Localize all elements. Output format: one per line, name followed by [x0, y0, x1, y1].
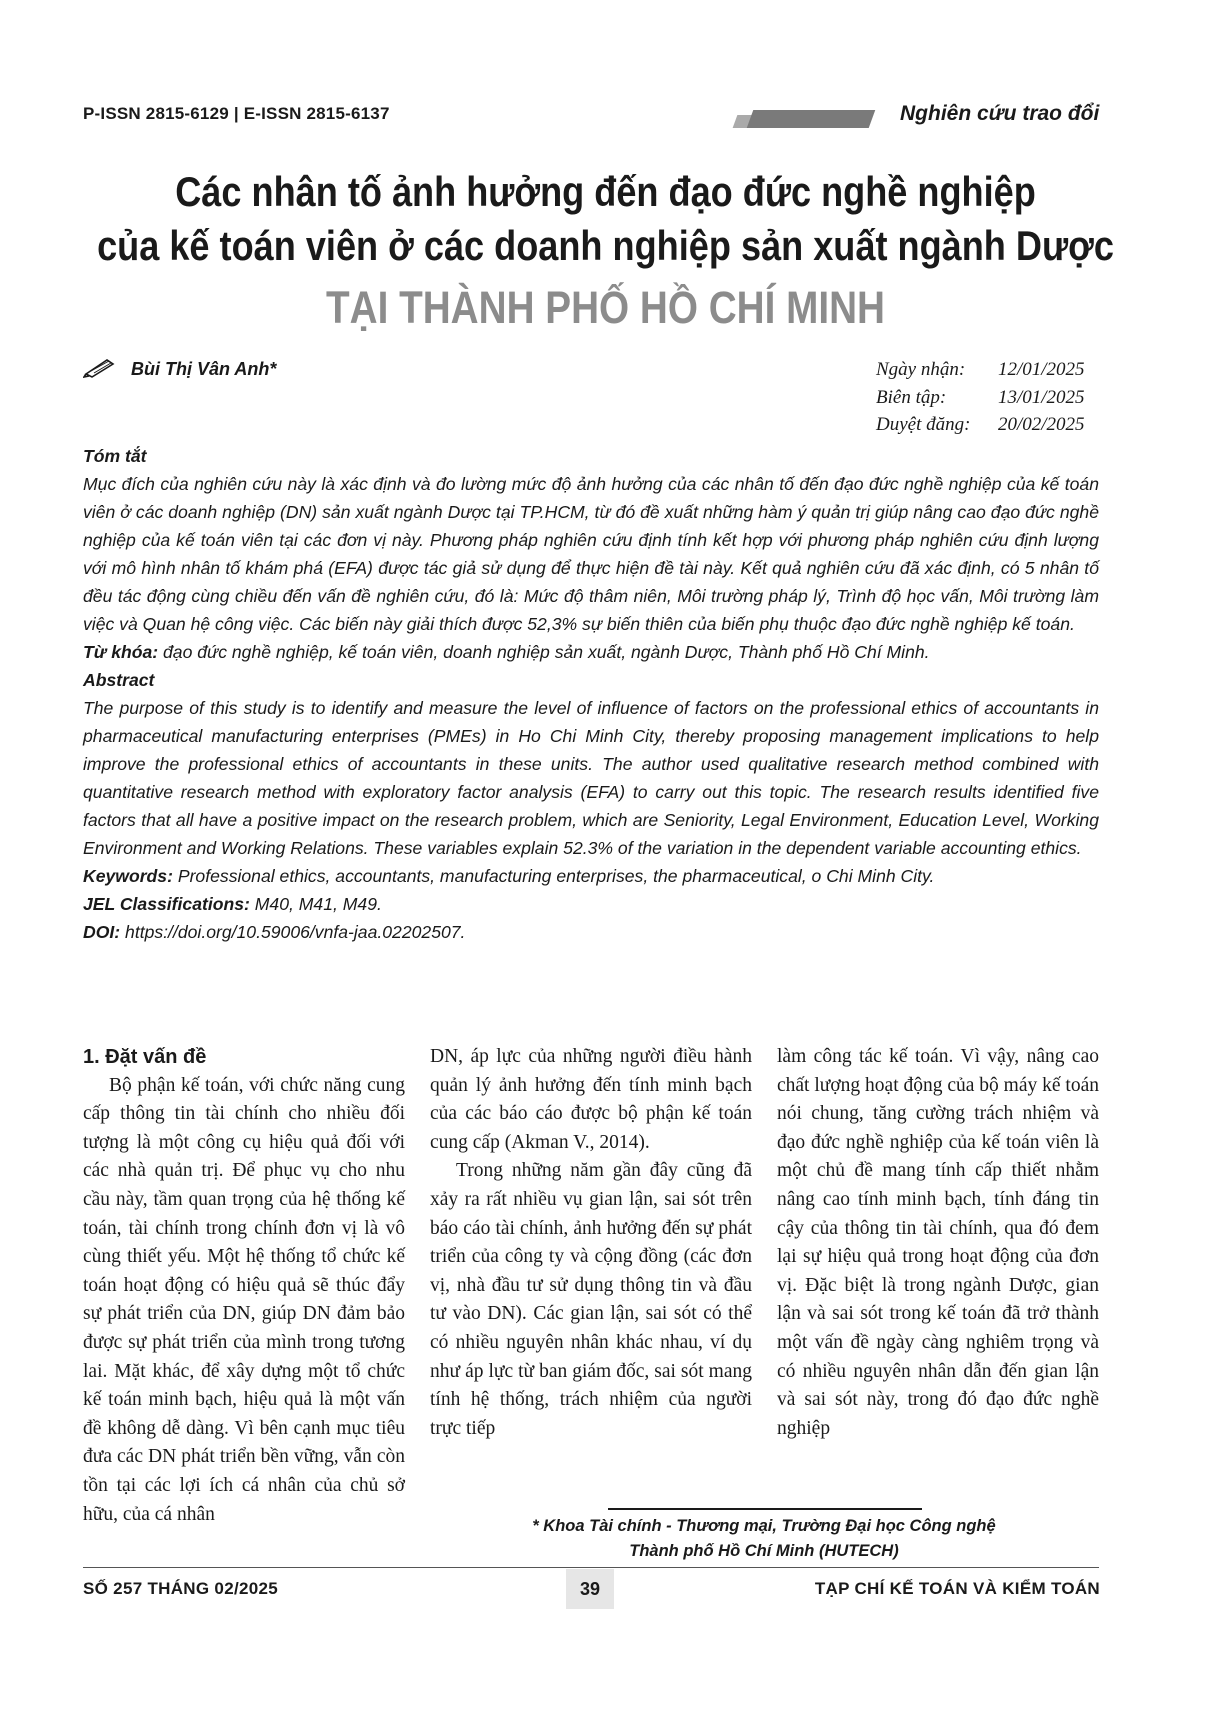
issue-number: SỐ 257 THÁNG 02/2025	[83, 1579, 278, 1598]
journal-name: TẠP CHÍ KẾ TOÁN VÀ KIỂM TOÁN	[814, 1579, 1100, 1598]
col1-paragraph: Bộ phận kế toán, với chức năng cung cấp thông tin tài chính cho nhiều đối tượng là một công cụ hiệu quả đối với các nhà quản trị. Để phục vụ cho nhu cầu này, tầm quan trọng của hệ thống kế toán, tài chính trong chính đơn vị là vô cùng thiết yếu. Một hệ thống tổ chức kế toán hoạt động có hiệu quả sẽ thúc đẩy sự phát triển của DN, giúp DN đảm bảo được sự phát triển của mình trong tương lai. Mặt khác, để xây dựng một tổ chức kế toán minh bạch, hiệu quả là một vấn đề không dễ dàng. Vì bên cạnh mục tiêu đưa các DN phát triển bền vững, vẫn còn tồn tại các lợi ích cá nhân của chủ sở hữu, của cá nhân	[83, 1074, 405, 1525]
author-row	[83, 356, 276, 383]
date-received: Ngày nhận: 12/01/2025	[876, 359, 1085, 380]
abstract-block	[83, 442, 1099, 946]
header-decor-bar	[747, 110, 876, 128]
abstract-en-heading: Abstract	[83, 670, 155, 690]
title-line-1: Các nhân tố ảnh hưởng đến đạo đức nghề nghiệp	[175, 168, 1036, 215]
section-heading: 1. Đặt vấn đề	[83, 1046, 207, 1068]
body-column-2	[430, 1043, 752, 1443]
pen-icon	[83, 356, 117, 383]
section-label: Nghiên cứu trao đổi	[900, 102, 1100, 125]
body-column-1	[83, 1043, 405, 1529]
footnote-rule	[608, 1508, 922, 1510]
keywords-en: Keywords: Professional ethics, accountants, manufacturing enterprises, the pharmaceutical, o Chi Minh City.	[83, 866, 935, 886]
abstract-en-body: The purpose of this study is to identify and measure the level of influence of factors on the professional ethics of accountants in pharmaceutical manufacturing enterprises (PMEs) in Ho Chi Minh City, thereby proposing management implications to help improve the professional ethics of accountants in these units. The author used qualitative research method combined with quantitative research method with exploratory factor analysis (EFA) to carry out this topic. The research results identified five factors that all have a positive impact on the research problem, which are Seniority, Legal Environment, Education Level, Working Environment and Working Relations. These variables explain 52.3% of the variation in the dependent variable accounting ethics.	[83, 698, 1099, 858]
col2-paragraph-2: Trong những năm gần đây cũng đã xảy ra rất nhiều vụ gian lận, sai sót trên báo cáo tài chính, ảnh hưởng đến sự phát triển của công ty và cộng đồng (các đơn vị, nhà đầu tư sử dụng thông tin và đầu tư vào DN). Các gian lận, sai sót có thể có nhiều nguyên nhân khác nhau, ví dụ như áp lực từ ban giám đốc, sai sót mang tính hệ thống, trách nhiệm của người trực tiếp	[430, 1160, 752, 1439]
date-approved: Duyệt đăng: 20/02/2025	[876, 414, 1085, 435]
dates-block	[876, 356, 1085, 439]
footer-rule	[83, 1567, 1099, 1568]
author-name: Bùi Thị Vân Anh*	[131, 359, 277, 379]
col2-paragraph-1: DN, áp lực của những người điều hành quản lý ảnh hưởng đến tính minh bạch của các báo cáo được bộ phận kế toán cung cấp (Akman V., 2014).	[430, 1046, 752, 1153]
abstract-vi-body: Mục đích của nghiên cứu này là xác định và đo lường mức độ ảnh hưởng của các nhân tố đến đạo đức nghề nghiệp của kế toán viên ở các doanh nghiệp (DN) sản xuất ngành Dược tại TP.HCM, từ đó đề xuất những hàm ý quản trị giúp nâng cao đạo đức nghề nghiệp của kế toán viên tại các đơn vị này. Phương pháp nghiên cứu định tính kết hợp với phương pháp nghiên cứu định lượng với mô hình nhân tố khám phá (EFA) được tác giả sử dụng để thực hiện đề tài này. Kết quả nghiên cứu đã xác định, có 5 nhân tố đều tác động cùng chiều đến vấn đề nghiên cứu, đó là: Mức độ thâm niên, Môi trường pháp lý, Trình độ học vấn, Môi trường làm việc và Quan hệ công việc. Các biến này giải thích được 52,3% sự biến thiên của biến phụ thuộc đạo đức nghề nghiệp kế toán.	[83, 474, 1099, 634]
body-column-3	[777, 1043, 1099, 1443]
title-line-3: TẠI THÀNH PHỐ HỒ CHÍ MINH	[326, 282, 885, 333]
keywords-vi: Từ khóa: đạo đức nghề nghiệp, kế toán viên, doanh nghiệp sản xuất, ngành Dược, Thành phố Hồ Chí Minh.	[83, 642, 930, 662]
jel-classifications: JEL Classifications: M40, M41, M49.	[83, 894, 382, 914]
col3-paragraph: làm công tác kế toán. Vì vậy, nâng cao chất lượng hoạt động của bộ máy kế toán nói chung, tăng cường trách nhiệm và đạo đức nghề nghiệp của kế toán viên là một chủ đề mang tính cấp thiết nhằm nâng cao tính minh bạch, tính đáng tin cậy của thông tin tài chính, qua đó đem lại sự hiệu quả trong hoạt động của đơn vị. Đặc biệt là trong ngành Dược, gian lận và sai sót trong kế toán đã trở thành một vấn đề ngày càng nghiêm trọng và có nhiều nguyên nhân dẫn đến gian lận và sai sót này, trong đó đạo đức nghề nghiệp	[777, 1046, 1099, 1439]
doi: DOI: https://doi.org/10.59006/vnfa-jaa.02202507.	[83, 922, 466, 942]
title-line-2: của kế toán viên ở các doanh nghiệp sản xuất ngành Dược	[97, 222, 1114, 269]
page-number: 39	[566, 1569, 614, 1609]
date-edited: Biên tập: 13/01/2025	[876, 386, 1085, 408]
abstract-vi-heading: Tóm tắt	[83, 446, 147, 466]
issn-header: P-ISSN 2815-6129 | E-ISSN 2815-6137	[83, 104, 390, 123]
footnote: * Khoa Tài chính - Thương mại, Trường Đại học Công nghệ Thành phố Hồ Chí Minh (HUTECH)	[532, 1517, 996, 1560]
